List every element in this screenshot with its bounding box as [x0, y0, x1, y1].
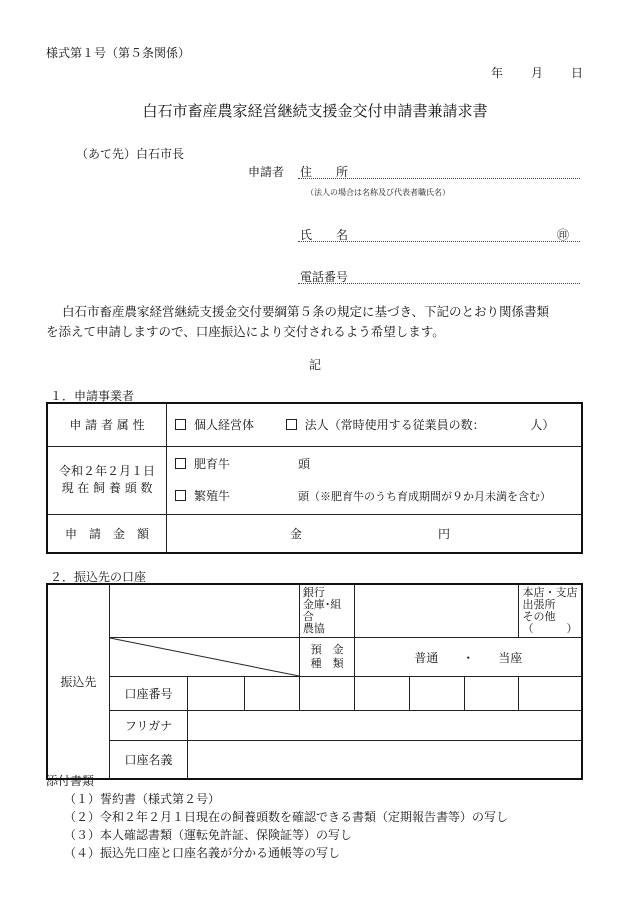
attachment-item: （４）振込先口座と口座名義が分かる通帳等の写し — [64, 846, 341, 860]
count-label — [47, 446, 167, 514]
attachments-heading: 添付書類 — [46, 774, 95, 788]
account-number-label: 口座番号 — [109, 677, 187, 711]
count-label-text: 現 在 飼 養 頭 数 — [61, 481, 153, 495]
breeding-heads: 頭（※肥育牛のうち育成期間が９か月未満を含む） — [298, 489, 551, 503]
fattening-label: 肥育牛 — [194, 456, 231, 471]
branch-type-2: 出張所 — [522, 598, 556, 611]
account-digit-4[interactable] — [355, 677, 409, 711]
corporation-label: 法人（常時使用する従業員の数： — [304, 418, 485, 433]
date-year: 年 — [491, 66, 504, 80]
date-day: 日 — [571, 66, 584, 80]
account-digit-2[interactable] — [244, 677, 299, 711]
individual-checkbox[interactable] — [175, 419, 186, 430]
page-title: 白石市畜産農家経営継続支援金交付申請書兼請求書 — [142, 102, 488, 120]
count-label-date: 令和２年２月１日 — [58, 464, 155, 478]
deposit-type-options[interactable]: 普通 ・ 当座 — [355, 638, 582, 677]
attachment-item: （３）本人確認書類（運転免許証、保険証等）の写し — [64, 828, 353, 842]
account-digit-3[interactable] — [299, 677, 355, 711]
deposit-label-2: 種 類 — [310, 657, 344, 670]
section1-heading: １．申請事業者 — [50, 389, 135, 403]
attachment-item: （２）令和２年２月１日現在の飼養頭数を確認できる書類（定期報告書等）の写し — [64, 810, 509, 824]
deposit-type-label — [299, 638, 355, 677]
account-digit-1[interactable] — [188, 677, 244, 711]
amount-cell[interactable] — [167, 514, 583, 553]
attr-label: 申 請 者 属 性 — [47, 403, 167, 446]
branch-type-3: その他（ ） — [522, 610, 578, 635]
branch-type-1: 本店・支店 — [522, 586, 578, 599]
body-text-line2: を添えて申請しますので、口座振込により交付されるよう希望します。 — [46, 324, 445, 339]
persons-label: 人） — [530, 418, 555, 433]
furigana-field[interactable] — [188, 711, 582, 741]
phone-label: 電話番号 — [300, 270, 349, 284]
bank-type-3: 農協 — [302, 622, 325, 635]
date-month: 月 — [531, 66, 544, 80]
individual-label: 個人経営体 — [194, 418, 255, 433]
diagonal-cell — [109, 638, 299, 677]
bank-table — [46, 583, 583, 780]
section2-heading: ２．振込先の口座 — [50, 570, 147, 584]
furikomisaki-label: 振込先 — [47, 584, 109, 779]
name-label: 氏 名 — [300, 228, 349, 242]
fattening-heads: 頭 — [298, 456, 311, 471]
address-label: 住 所 — [300, 165, 349, 179]
bank-name-cell[interactable] — [109, 584, 299, 638]
applicant-label: 申請者 — [248, 165, 285, 179]
corporation-note: （法人の場合は名称及び代表者職氏名） — [306, 188, 450, 197]
account-name-label: 口座名義 — [109, 741, 187, 779]
form-number: 様式第１号（第５条関係） — [46, 46, 191, 60]
account-digit-7[interactable] — [519, 677, 582, 711]
deposit-label-1: 預 金 — [310, 643, 344, 656]
count-cell — [167, 446, 583, 514]
bank-type-cell — [299, 584, 355, 638]
corporation-checkbox[interactable] — [286, 419, 297, 430]
ki-heading: 記 — [308, 358, 321, 372]
kin-label: 金 — [290, 526, 303, 541]
name-line[interactable] — [298, 241, 580, 242]
addressee: （あて先）白石市長 — [76, 147, 185, 161]
applicant-table — [46, 402, 583, 554]
seal-mark: ㊞ — [557, 228, 570, 242]
phone-line[interactable] — [298, 283, 580, 284]
amount-label: 申 請 金 額 — [47, 514, 167, 553]
body-text-line1: 白石市畜産農家経営継続支援金交付要綱第５条の規定に基づき、下記のとおり関係書類 — [62, 304, 550, 319]
address-line[interactable] — [298, 178, 580, 179]
breeding-label: 繁殖牛 — [194, 488, 231, 503]
bank-type-2: 金庫･組合 — [302, 598, 342, 623]
branch-type-cell — [519, 584, 582, 638]
account-name-field[interactable] — [188, 741, 582, 779]
attr-cell — [167, 403, 583, 446]
branch-name-cell[interactable] — [355, 584, 519, 638]
account-digit-5[interactable] — [409, 677, 464, 711]
bank-type-1: 銀行 — [302, 586, 325, 599]
breeding-checkbox[interactable] — [175, 490, 186, 501]
yen-label: 円 — [438, 526, 451, 541]
fattening-checkbox[interactable] — [175, 458, 186, 469]
attachment-item: （１）誓約書（様式第２号） — [64, 792, 221, 806]
diagonal-line — [110, 638, 299, 676]
account-digit-6[interactable] — [465, 677, 519, 711]
furigana-label: フリガナ — [109, 711, 187, 741]
